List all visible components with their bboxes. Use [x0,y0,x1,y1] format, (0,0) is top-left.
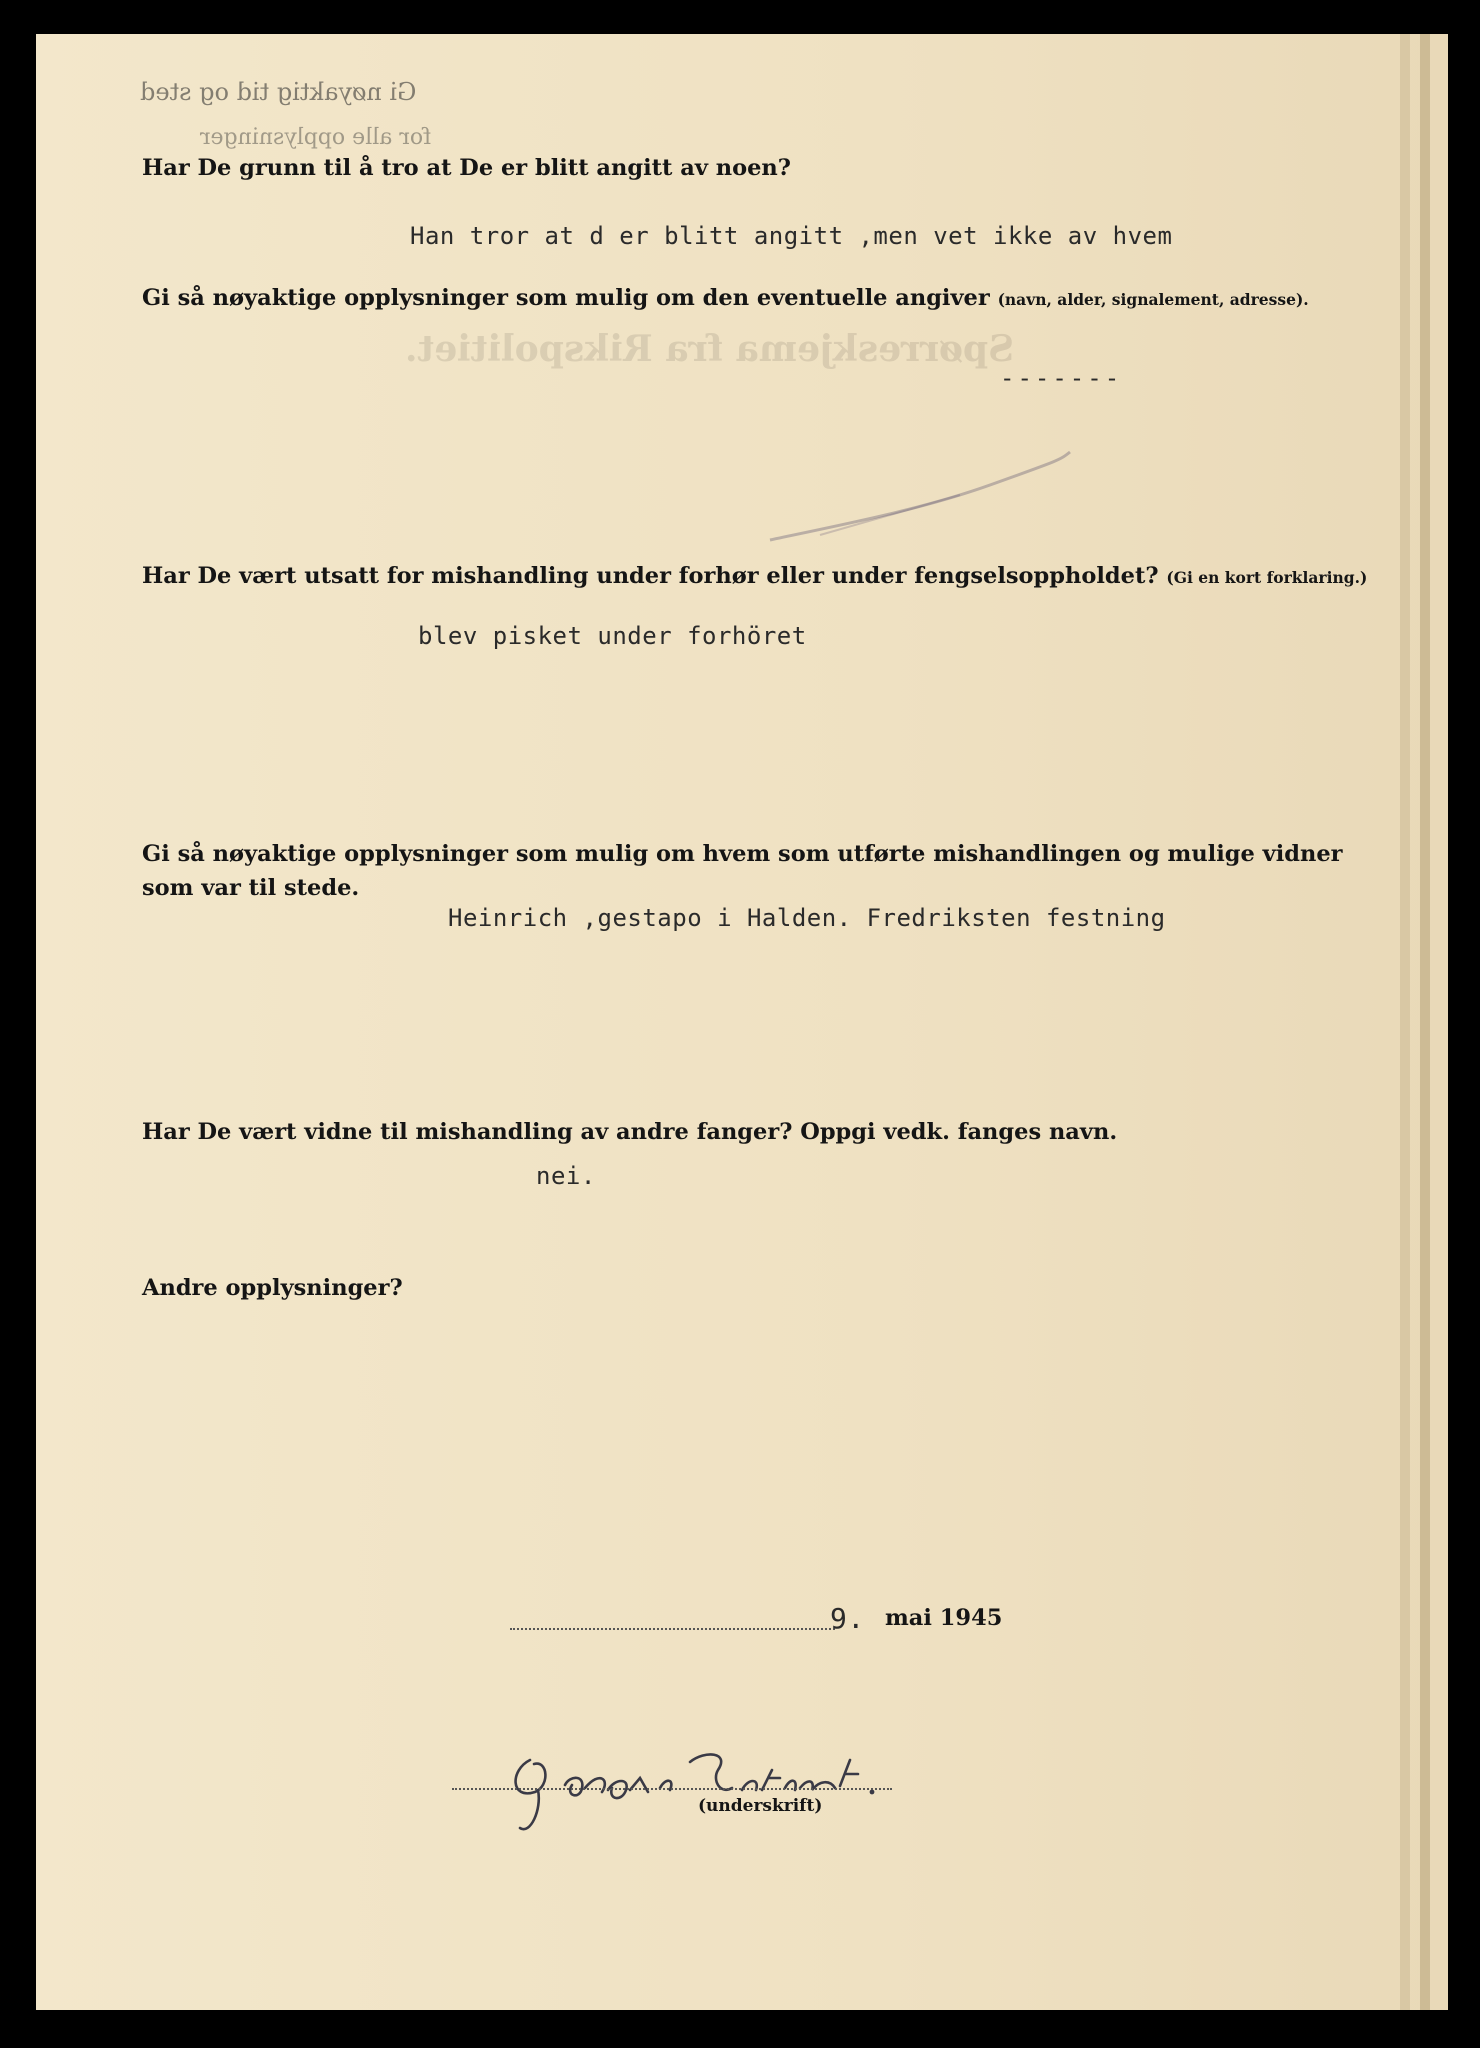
date-dotted-line [510,1628,835,1630]
handwritten-signature [490,1730,910,1840]
date-day: 9. [830,1602,865,1635]
show-through-text: Gi nøyaktig tid og sted [140,78,417,106]
answer-angitt: Han tror at d er blitt angitt ,men vet ikke av hvem [410,222,1173,250]
signature-label: (underskrift) [698,1796,823,1816]
question-vidne: Har De vært vidne til mishandling av andre fanger? Oppgi vedk. fanges navn. [142,1119,1118,1145]
question-andre: Andre opplysninger? [142,1275,403,1301]
question-angiver: Gi så nøyaktige opplysninger som mulig om den eventuelle angiver (navn, alder, signalement, adresse). [142,285,1309,311]
answer-angiver: ------- [1000,364,1123,392]
page-edge [1400,34,1410,2010]
question-mishandling: Har De vært utsatt for mishandling under forhør eller under fengselsoppholdet? (Gi en kort forklaring.) [142,563,1368,589]
question-utforte-line2: som var til stede. [142,875,360,901]
pencil-scribble [760,440,1080,560]
answer-vidne: nei. [536,1162,596,1190]
signature-dotted-line [452,1788,892,1790]
question-angitt: Har De grunn til å tro at De er blitt angitt av noen? [142,155,791,181]
question-utforte-line1: Gi så nøyaktige opplysninger som mulig om hvem som utførte mishandlingen og mulige vidner [142,841,1343,867]
answer-utforte: Heinrich ,gestapo i Halden. Fredriksten festning [448,904,1166,932]
answer-mishandling: blev pisket under forhöret [418,622,807,650]
date-month-year: mai 1945 [885,1605,1003,1631]
show-through-heading: Spørreskjema fra Rikspolitiet. [405,328,1015,370]
show-through-text: for alle opplysninger [200,125,432,150]
page-edge [1420,34,1430,2010]
